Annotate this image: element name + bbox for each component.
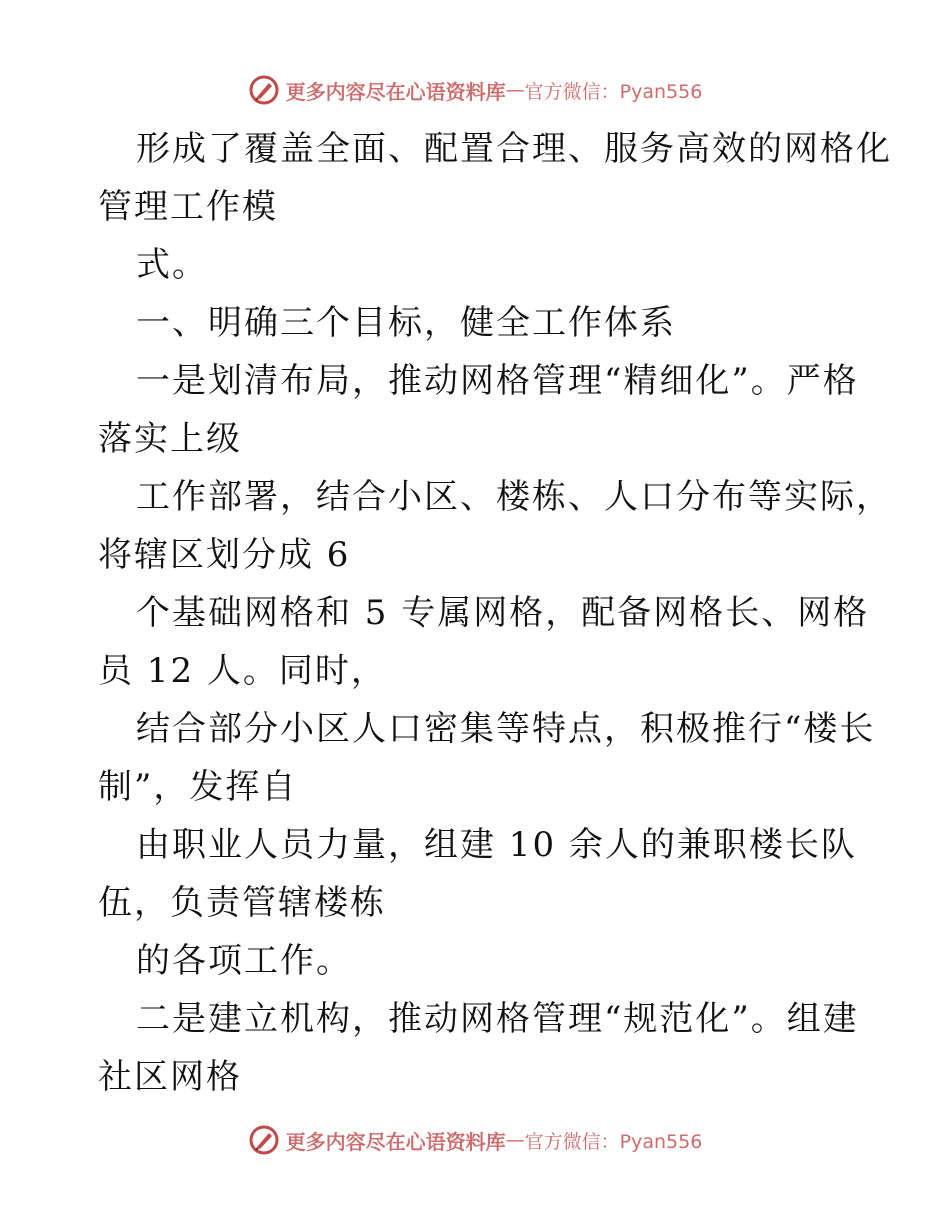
document-body bbox=[98, 120, 892, 1106]
body-line: 伍，负责管辖楼栋 bbox=[98, 883, 386, 923]
body-line: 将辖区划分成 6 bbox=[98, 535, 351, 575]
body-line: 由职业人员力量，组建 10 余人的兼职楼长队 bbox=[136, 825, 857, 865]
banner-wechat: 官方微信：Pyan556 bbox=[524, 80, 703, 103]
banner-wechat: 官方微信：Pyan556 bbox=[524, 1130, 703, 1153]
banner-title: 更多内容尽在心语资料库 bbox=[285, 79, 506, 104]
body-line: 的各项工作。 bbox=[136, 941, 352, 981]
body-line: 式。 bbox=[136, 245, 208, 285]
pen-logo-icon bbox=[248, 1124, 280, 1156]
body-line: 管理工作模 bbox=[98, 187, 278, 227]
body-line: 个基础网格和 5 专属网格，配备网格长、网格 bbox=[136, 593, 870, 633]
banner-separator: — bbox=[505, 1129, 525, 1151]
body-line: 一是划清布局，推动网格管理“精细化”。严格 bbox=[136, 361, 859, 401]
header-banner bbox=[0, 70, 950, 110]
banner-separator: — bbox=[505, 79, 525, 101]
pen-logo-icon bbox=[248, 74, 280, 106]
body-line: 员 12 人。同时， bbox=[98, 651, 387, 691]
body-line: 制”，发挥自 bbox=[98, 767, 298, 807]
section-heading: 一、明确三个目标，健全工作体系 bbox=[136, 303, 676, 343]
body-line: 二是建立机构，推动网格管理“规范化”。组建 bbox=[136, 999, 859, 1039]
body-line: 结合部分小区人口密集等特点，积极推行“楼长 bbox=[136, 709, 876, 749]
body-line: 落实上级 bbox=[98, 419, 242, 459]
banner-title: 更多内容尽在心语资料库 bbox=[285, 1129, 506, 1154]
body-line: 社区网格 bbox=[98, 1057, 242, 1097]
body-line: 工作部署，结合小区、楼栋、人口分布等实际， bbox=[136, 477, 892, 517]
footer-banner bbox=[0, 1120, 950, 1160]
body-line: 形成了覆盖全面、配置合理、服务高效的网格化 bbox=[136, 129, 892, 169]
